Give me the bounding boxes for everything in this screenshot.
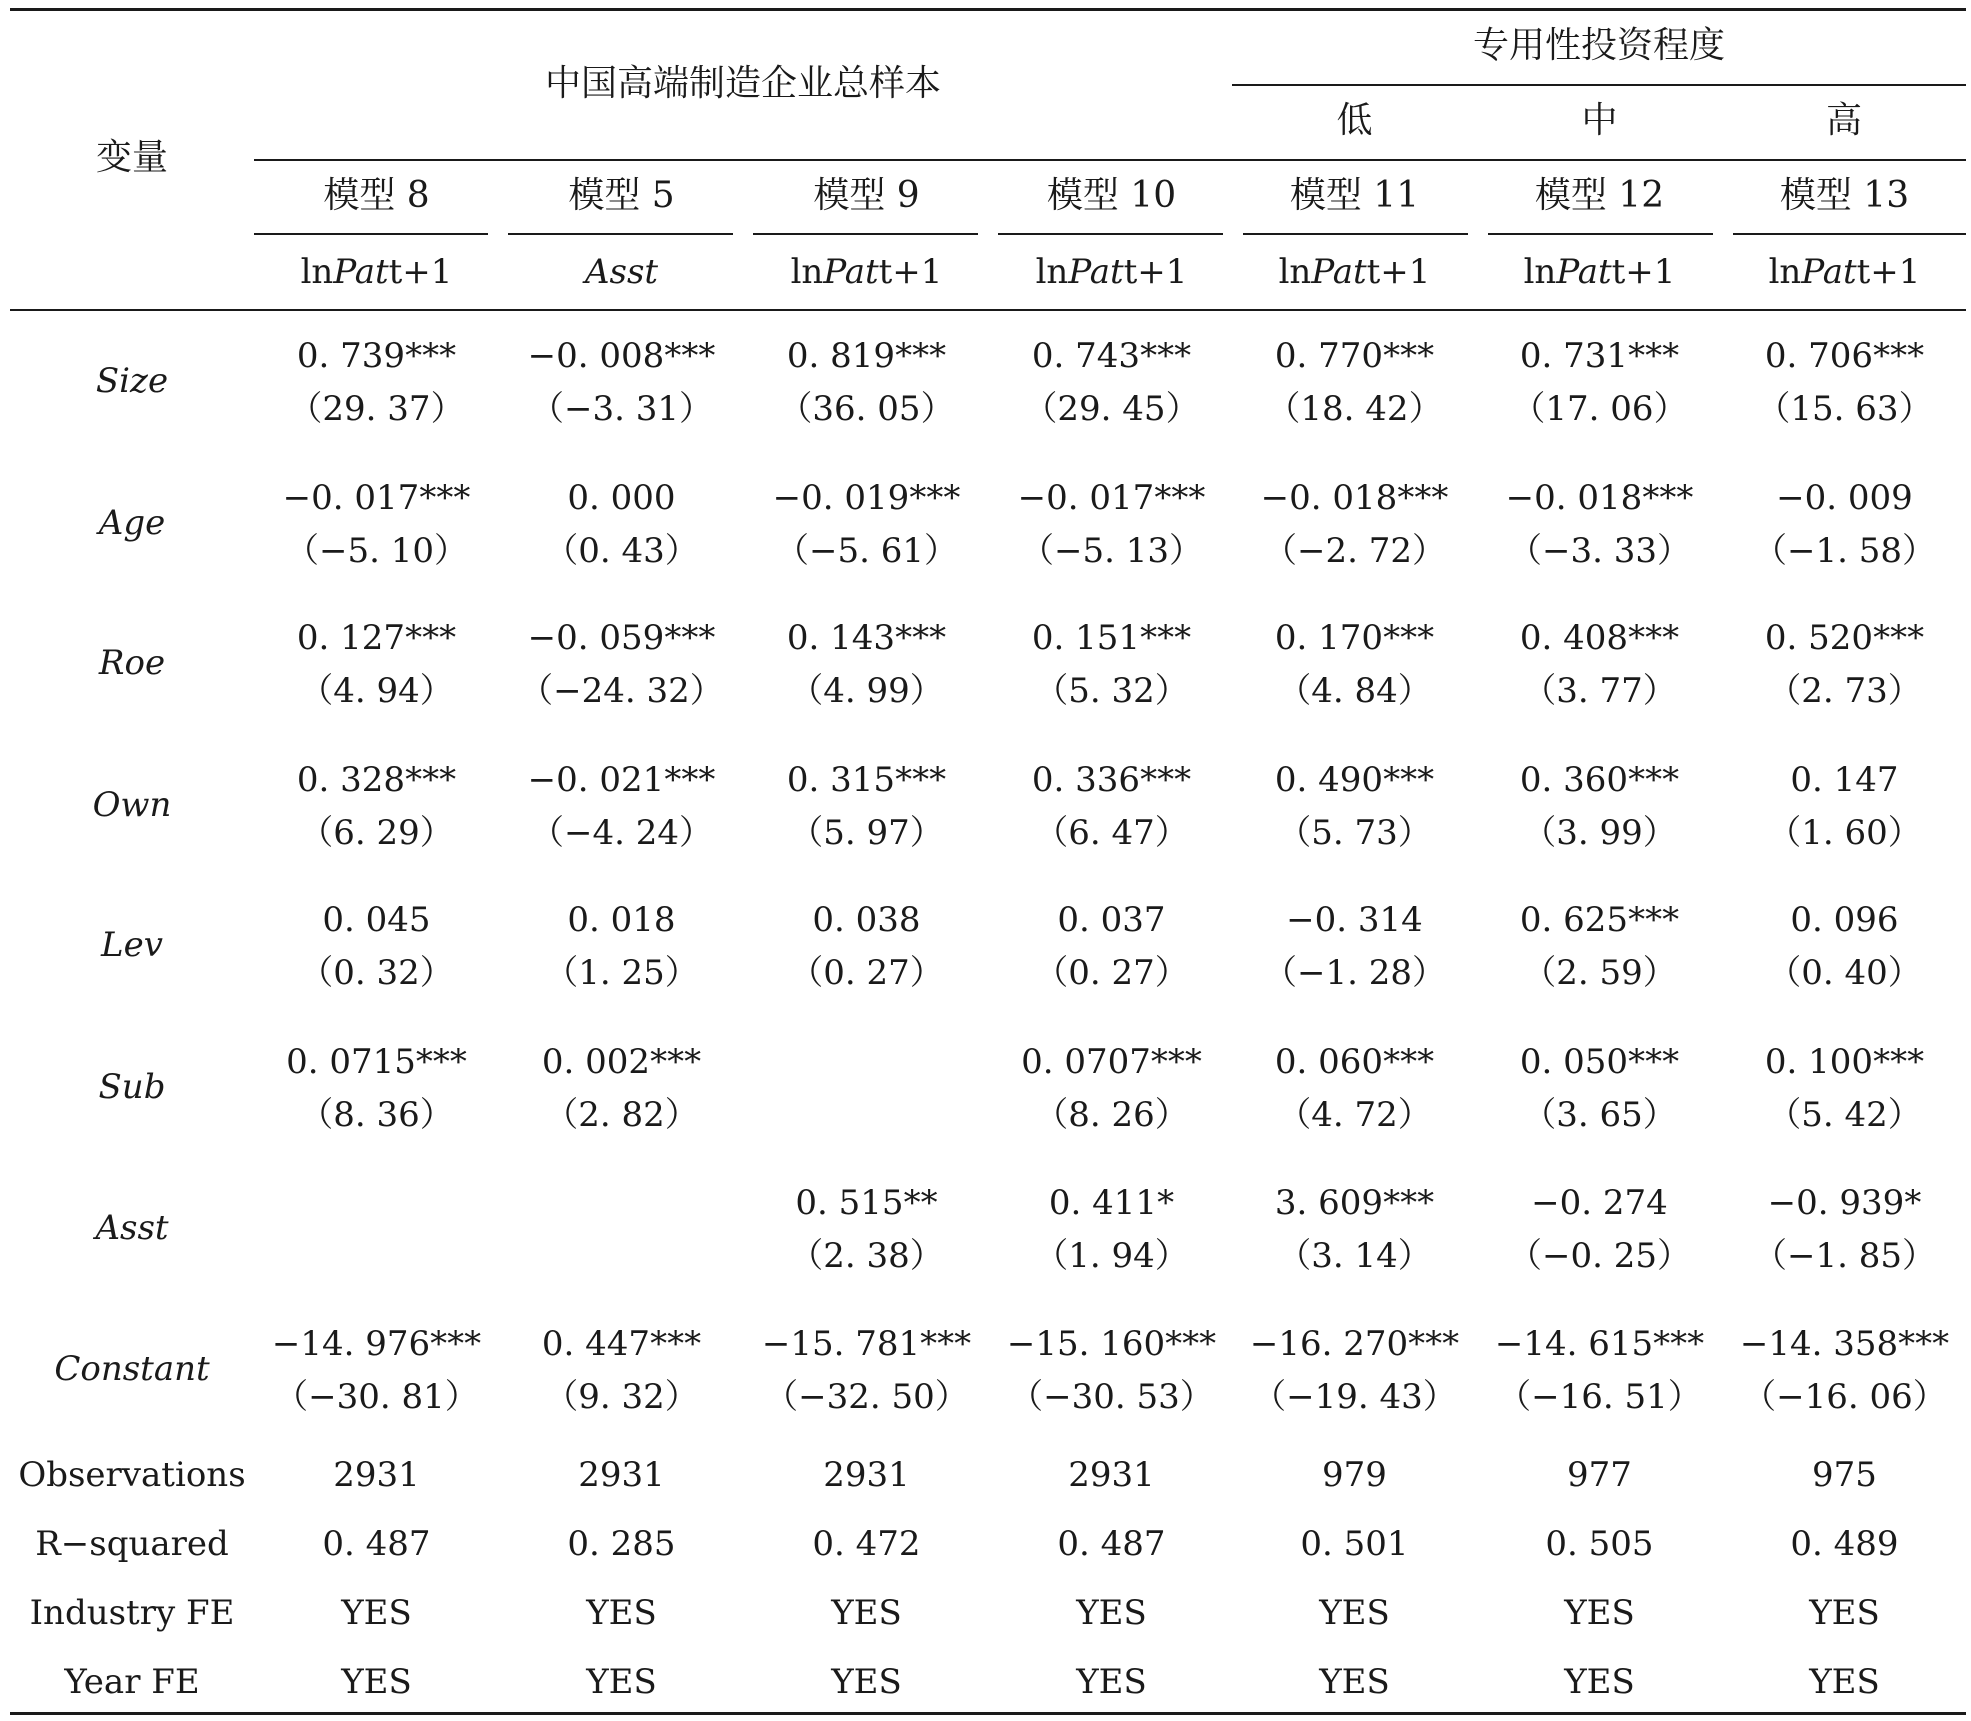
dependent-variable-header — [1232, 252, 1477, 292]
dependent-variable-header — [1477, 252, 1722, 292]
variable-label: Age — [98, 503, 166, 543]
t-statistic: （4. 84） — [1277, 671, 1432, 711]
significance-stars: *** — [1150, 1042, 1202, 1082]
coefficient — [1232, 1042, 1477, 1082]
coefficient-value: 0. 739 — [296, 336, 406, 376]
coefficient-value: −0. 939 — [1767, 1183, 1905, 1223]
t-statistic: （−1. 58） — [1753, 531, 1936, 571]
stat-value: 0. 487 — [1057, 1524, 1166, 1564]
stat-label: R−squared — [35, 1524, 229, 1564]
stat-value: YES — [1076, 1662, 1147, 1702]
model-header: 模型 11 — [1289, 175, 1420, 216]
coefficient — [254, 336, 499, 376]
coefficient-value: 0. 127 — [296, 618, 406, 658]
t-statistic: （5. 73） — [1277, 813, 1432, 853]
level-high: 高 — [1825, 100, 1862, 141]
model-header: 模型 13 — [1779, 175, 1910, 216]
coefficient — [1477, 1042, 1722, 1082]
coefficient-value: −0. 018 — [1505, 478, 1643, 518]
significance-stars: *** — [1628, 900, 1680, 940]
t-statistic: （29. 45） — [1023, 389, 1200, 429]
significance-stars: *** — [405, 760, 457, 800]
dep-var-subscript: t+1 — [878, 252, 943, 292]
significance-stars: ** — [903, 1183, 938, 1223]
coefficient — [1232, 478, 1477, 518]
variable-label: Lev — [101, 925, 163, 965]
variable-label: Sub — [98, 1067, 166, 1107]
significance-stars: *** — [419, 478, 471, 518]
coefficient — [989, 1042, 1234, 1082]
coefficient-value: −14. 358 — [1739, 1324, 1899, 1364]
coefficient-value: 0. 143 — [786, 618, 896, 658]
t-statistic: （2. 82） — [544, 1095, 699, 1135]
stat-value: YES — [831, 1662, 902, 1702]
dep-var-prefix: ln — [1523, 252, 1557, 292]
coefficient-value: −15. 160 — [1006, 1324, 1166, 1364]
significance-stars: *** — [664, 618, 716, 658]
coefficient — [1477, 618, 1722, 658]
stat-value: 2931 — [333, 1455, 420, 1495]
variable-label: Roe — [98, 643, 166, 683]
t-statistic: （29. 37） — [288, 389, 465, 429]
stat-value: 0. 489 — [1790, 1524, 1899, 1564]
stat-value: 2931 — [578, 1455, 665, 1495]
coefficient-value: 0. 100 — [1764, 1042, 1874, 1082]
t-statistic: （4. 99） — [789, 671, 944, 711]
t-statistic: （15. 63） — [1756, 389, 1933, 429]
coefficient — [499, 1042, 744, 1082]
t-statistic: （−1. 85） — [1753, 1236, 1936, 1276]
coefficient — [744, 760, 989, 800]
t-statistic: （0. 27） — [789, 953, 944, 993]
significance-stars: *** — [895, 760, 947, 800]
stat-value: 977 — [1567, 1455, 1632, 1495]
significance-stars: *** — [1140, 760, 1192, 800]
coefficient-value: 3. 609 — [1274, 1183, 1384, 1223]
stat-value: YES — [1319, 1662, 1390, 1702]
coefficient-value: 0. 147 — [1790, 760, 1899, 800]
coefficient-value: 0. 447 — [541, 1324, 651, 1364]
significance-stars: *** — [1628, 618, 1680, 658]
significance-stars: *** — [664, 760, 716, 800]
coefficient-value: 0. 002 — [541, 1042, 651, 1082]
coefficient — [744, 1183, 989, 1223]
coefficient-value: 0. 151 — [1031, 618, 1141, 658]
dependent-variable-header — [989, 252, 1234, 292]
significance-stars: *** — [1383, 1183, 1435, 1223]
model-rule-6 — [1488, 233, 1713, 235]
coefficient-value: 0. 096 — [1790, 900, 1899, 940]
t-statistic: （1. 94） — [1034, 1236, 1189, 1276]
significance-stars: *** — [1383, 618, 1435, 658]
stat-value: YES — [831, 1593, 902, 1633]
coefficient — [1722, 1324, 1967, 1364]
total-sample-header: 中国高端制造企业总样本 — [544, 63, 941, 104]
significance-stars: * — [1904, 1183, 1922, 1223]
variable-label: Asst — [95, 1208, 169, 1248]
coefficient — [744, 336, 989, 376]
significance-stars: *** — [1873, 618, 1925, 658]
coefficient-value: 0. 0707 — [1021, 1042, 1151, 1082]
coefficient-value: 0. 018 — [567, 900, 676, 940]
model-rule-3 — [753, 233, 978, 235]
significance-stars: *** — [1165, 1324, 1217, 1364]
coefficient — [499, 900, 744, 940]
coefficient — [1722, 618, 1967, 658]
coefficient-value: 0. 706 — [1764, 336, 1874, 376]
stat-value: YES — [1076, 1593, 1147, 1633]
dependent-variable-header — [744, 252, 989, 292]
coefficient — [1477, 760, 1722, 800]
model-header: 模型 9 — [813, 175, 920, 216]
asset-group-rule — [1232, 84, 1966, 86]
t-statistic: （2. 59） — [1522, 953, 1677, 993]
significance-stars: *** — [650, 1042, 702, 1082]
stat-value: 0. 501 — [1300, 1524, 1409, 1564]
coefficient — [1477, 1183, 1722, 1223]
t-statistic: （−32. 50） — [764, 1377, 969, 1417]
stat-value: YES — [341, 1593, 412, 1633]
coefficient — [1477, 336, 1722, 376]
t-statistic: （9. 32） — [544, 1377, 699, 1417]
t-statistic: （−1. 28） — [1263, 953, 1446, 993]
coefficient-value: 0. 328 — [296, 760, 406, 800]
t-statistic: （−3. 33） — [1508, 531, 1691, 571]
t-statistic: （−3. 31） — [530, 389, 713, 429]
dep-var-subscript: t+1 — [1366, 252, 1431, 292]
asset-specificity-header: 专用性投资程度 — [1472, 25, 1725, 66]
dep-var-prefix: ln — [790, 252, 824, 292]
stat-value: YES — [1319, 1593, 1390, 1633]
coefficient — [499, 760, 744, 800]
coefficient-value: −0. 314 — [1286, 900, 1423, 940]
stat-value: 979 — [1322, 1455, 1387, 1495]
significance-stars: *** — [1628, 1042, 1680, 1082]
significance-stars: *** — [920, 1324, 972, 1364]
model-rule-1 — [254, 233, 488, 235]
significance-stars: *** — [664, 336, 716, 376]
t-statistic: （5. 32） — [1034, 671, 1189, 711]
stat-value: YES — [1564, 1593, 1635, 1633]
significance-stars: *** — [1154, 478, 1206, 518]
stat-value: YES — [1809, 1593, 1880, 1633]
coefficient-value: −0. 019 — [772, 478, 910, 518]
significance-stars: *** — [1140, 618, 1192, 658]
coefficient — [744, 1324, 989, 1364]
dependent-variable-header — [499, 252, 744, 292]
variable-label: Size — [95, 361, 169, 401]
coefficient — [499, 618, 744, 658]
t-statistic: （5. 42） — [1767, 1095, 1922, 1135]
dep-var-subscript: t+1 — [1123, 252, 1188, 292]
coefficient-value: −0. 009 — [1776, 478, 1913, 518]
t-statistic: （3. 99） — [1522, 813, 1677, 853]
bottom-rule — [10, 1712, 1966, 1715]
dependent-variable-header — [1722, 252, 1967, 292]
t-statistic: （1. 60） — [1767, 813, 1922, 853]
t-statistic: （3. 65） — [1522, 1095, 1677, 1135]
significance-stars: *** — [1397, 478, 1449, 518]
coefficient — [254, 760, 499, 800]
coefficient-value: −16. 270 — [1249, 1324, 1409, 1364]
coefficient-value: 0. 625 — [1519, 900, 1629, 940]
coefficient-value: 0. 520 — [1764, 618, 1874, 658]
t-statistic: （5. 97） — [789, 813, 944, 853]
t-statistic: （−5. 61） — [775, 531, 958, 571]
stat-value: 2931 — [823, 1455, 910, 1495]
coefficient — [254, 900, 499, 940]
coefficient-value: 0. 336 — [1031, 760, 1141, 800]
model-header: 模型 5 — [568, 175, 675, 216]
dep-var-subscript: t+1 — [388, 252, 453, 292]
coefficient — [989, 478, 1234, 518]
coefficient-value: 0. 037 — [1057, 900, 1166, 940]
coefficient — [1232, 900, 1477, 940]
significance-stars: *** — [1642, 478, 1694, 518]
dep-var-name: Asst — [584, 252, 659, 292]
coefficient — [1232, 336, 1477, 376]
coefficient-value: −0. 274 — [1531, 1183, 1668, 1223]
stat-label: Year FE — [64, 1662, 200, 1702]
coefficient — [254, 478, 499, 518]
stat-value: YES — [586, 1593, 657, 1633]
t-statistic: （−16. 06） — [1742, 1377, 1947, 1417]
t-statistic: （3. 77） — [1522, 671, 1677, 711]
coefficient — [989, 900, 1234, 940]
dep-var-prefix: ln — [300, 252, 334, 292]
coefficient — [1722, 1042, 1967, 1082]
t-statistic: （−2. 72） — [1263, 531, 1446, 571]
coefficient — [1722, 900, 1967, 940]
stat-value: YES — [1809, 1662, 1880, 1702]
model-rule-5 — [1243, 233, 1468, 235]
coefficient-value: 0. 490 — [1274, 760, 1384, 800]
coefficient — [1722, 336, 1967, 376]
dep-var-name: Pat — [333, 252, 389, 292]
t-statistic: （−5. 10） — [285, 531, 468, 571]
stat-value: 975 — [1812, 1455, 1877, 1495]
coefficient-value: −14. 615 — [1494, 1324, 1654, 1364]
significance-stars: *** — [1383, 1042, 1435, 1082]
significance-stars: *** — [895, 336, 947, 376]
significance-stars: *** — [895, 618, 947, 658]
dep-var-name: Pat — [1068, 252, 1124, 292]
variable-header: 变量 — [95, 137, 168, 178]
t-statistic: （−4. 24） — [530, 813, 713, 853]
coefficient-value: −0. 008 — [527, 336, 665, 376]
significance-stars: *** — [430, 1324, 482, 1364]
dep-var-prefix: ln — [1035, 252, 1069, 292]
model-header: 模型 8 — [323, 175, 430, 216]
t-statistic: （0. 27） — [1034, 953, 1189, 993]
coefficient — [744, 478, 989, 518]
t-statistic: （0. 43） — [544, 531, 699, 571]
coefficient-value: 0. 315 — [786, 760, 896, 800]
coefficient — [744, 618, 989, 658]
significance-stars: *** — [1628, 760, 1680, 800]
dep-var-name: Pat — [1311, 252, 1367, 292]
coefficient — [1232, 1324, 1477, 1364]
t-statistic: （−30. 81） — [274, 1377, 479, 1417]
coefficient — [254, 1042, 499, 1082]
dep-var-name: Pat — [1556, 252, 1612, 292]
coefficient — [499, 336, 744, 376]
top-rule — [10, 8, 1966, 11]
level-rule — [254, 159, 1966, 161]
coefficient-value: 0. 050 — [1519, 1042, 1629, 1082]
coefficient-value: −0. 017 — [1017, 478, 1155, 518]
significance-stars: *** — [1873, 336, 1925, 376]
model-rule-7 — [1733, 233, 1966, 235]
dep-var-prefix: ln — [1278, 252, 1312, 292]
header-bottom-rule — [10, 309, 1966, 311]
t-statistic: （6. 29） — [299, 813, 454, 853]
t-statistic: （3. 14） — [1277, 1236, 1432, 1276]
stat-value: YES — [1564, 1662, 1635, 1702]
stat-value: 0. 487 — [322, 1524, 431, 1564]
significance-stars: *** — [405, 618, 457, 658]
coefficient — [1477, 900, 1722, 940]
coefficient — [1722, 478, 1967, 518]
stat-value: 0. 472 — [812, 1524, 921, 1564]
model-rule-4 — [998, 233, 1223, 235]
t-statistic: （−24. 32） — [519, 671, 724, 711]
coefficient — [1232, 618, 1477, 658]
significance-stars: *** — [415, 1042, 467, 1082]
dep-var-name: Pat — [823, 252, 879, 292]
coefficient-value: 0. 000 — [567, 478, 676, 518]
stat-value: 0. 505 — [1545, 1524, 1654, 1564]
coefficient — [989, 336, 1234, 376]
coefficient-value: −0. 017 — [282, 478, 420, 518]
coefficient — [1232, 1183, 1477, 1223]
significance-stars: *** — [1383, 760, 1435, 800]
stat-value: 0. 285 — [567, 1524, 676, 1564]
t-statistic: （0. 32） — [299, 953, 454, 993]
dep-var-name: Pat — [1801, 252, 1857, 292]
coefficient — [1232, 760, 1477, 800]
stat-label: Observations — [18, 1455, 246, 1495]
coefficient-value: −15. 781 — [761, 1324, 921, 1364]
t-statistic: （−30. 53） — [1009, 1377, 1214, 1417]
coefficient — [1477, 1324, 1722, 1364]
significance-stars: *** — [650, 1324, 702, 1364]
coefficient — [254, 1324, 499, 1364]
coefficient — [989, 760, 1234, 800]
coefficient-value: 0. 060 — [1274, 1042, 1384, 1082]
significance-stars: *** — [1408, 1324, 1460, 1364]
dep-var-prefix: ln — [1768, 252, 1802, 292]
stat-value: YES — [586, 1662, 657, 1702]
coefficient-value: 0. 360 — [1519, 760, 1629, 800]
coefficient — [499, 1324, 744, 1364]
coefficient-value: 0. 770 — [1274, 336, 1384, 376]
coefficient — [499, 478, 744, 518]
model-rule-2 — [508, 233, 733, 235]
t-statistic: （−19. 43） — [1252, 1377, 1457, 1417]
variable-label: Own — [92, 785, 172, 825]
level-mid: 中 — [1581, 100, 1618, 141]
coefficient — [1477, 478, 1722, 518]
t-statistic: （−0. 25） — [1508, 1236, 1691, 1276]
t-statistic: （2. 38） — [789, 1236, 944, 1276]
variable-label: Constant — [54, 1349, 210, 1389]
coefficient — [989, 1183, 1234, 1223]
significance-stars: *** — [1873, 1042, 1925, 1082]
significance-stars: * — [1157, 1183, 1175, 1223]
coefficient-value: −0. 059 — [527, 618, 665, 658]
coefficient-value: −0. 021 — [527, 760, 665, 800]
significance-stars: *** — [1628, 336, 1680, 376]
coefficient-value: 0. 038 — [812, 900, 921, 940]
coefficient — [989, 1324, 1234, 1364]
coefficient-value: −14. 976 — [271, 1324, 431, 1364]
t-statistic: （2. 73） — [1767, 671, 1922, 711]
dep-var-subscript: t+1 — [1856, 252, 1921, 292]
t-statistic: （−5. 13） — [1020, 531, 1203, 571]
t-statistic: （8. 26） — [1034, 1095, 1189, 1135]
t-statistic: （6. 47） — [1034, 813, 1189, 853]
coefficient-value: 0. 170 — [1274, 618, 1384, 658]
t-statistic: （4. 94） — [299, 671, 454, 711]
level-low: 低 — [1336, 100, 1373, 141]
model-header: 模型 10 — [1046, 175, 1177, 216]
significance-stars: *** — [1898, 1324, 1950, 1364]
model-header: 模型 12 — [1534, 175, 1665, 216]
coefficient-value: 0. 515 — [795, 1183, 904, 1223]
dependent-variable-header — [254, 252, 499, 292]
coefficient-value: 0. 743 — [1031, 336, 1141, 376]
t-statistic: （36. 05） — [778, 389, 955, 429]
significance-stars: *** — [405, 336, 457, 376]
coefficient-value: −0. 018 — [1260, 478, 1398, 518]
significance-stars: *** — [1383, 336, 1435, 376]
coefficient-value: 0. 0715 — [286, 1042, 416, 1082]
t-statistic: （17. 06） — [1511, 389, 1688, 429]
coefficient — [744, 900, 989, 940]
stat-value: 2931 — [1068, 1455, 1155, 1495]
coefficient — [1722, 1183, 1967, 1223]
coefficient — [254, 618, 499, 658]
t-statistic: （0. 40） — [1767, 953, 1922, 993]
t-statistic: （−16. 51） — [1497, 1377, 1702, 1417]
dep-var-subscript: t+1 — [1611, 252, 1676, 292]
significance-stars: *** — [909, 478, 961, 518]
coefficient-value: 0. 408 — [1519, 618, 1629, 658]
coefficient-value: 0. 045 — [322, 900, 431, 940]
coefficient-value: 0. 411 — [1048, 1183, 1158, 1223]
t-statistic: （4. 72） — [1277, 1095, 1432, 1135]
coefficient — [1722, 760, 1967, 800]
significance-stars: *** — [1653, 1324, 1705, 1364]
stat-label: Industry FE — [29, 1593, 235, 1633]
t-statistic: （1. 25） — [544, 953, 699, 993]
coefficient-value: 0. 819 — [786, 336, 896, 376]
coefficient — [989, 618, 1234, 658]
t-statistic: （8. 36） — [299, 1095, 454, 1135]
stat-value: YES — [341, 1662, 412, 1702]
t-statistic: （18. 42） — [1266, 389, 1443, 429]
significance-stars: *** — [1140, 336, 1192, 376]
coefficient-value: 0. 731 — [1519, 336, 1629, 376]
